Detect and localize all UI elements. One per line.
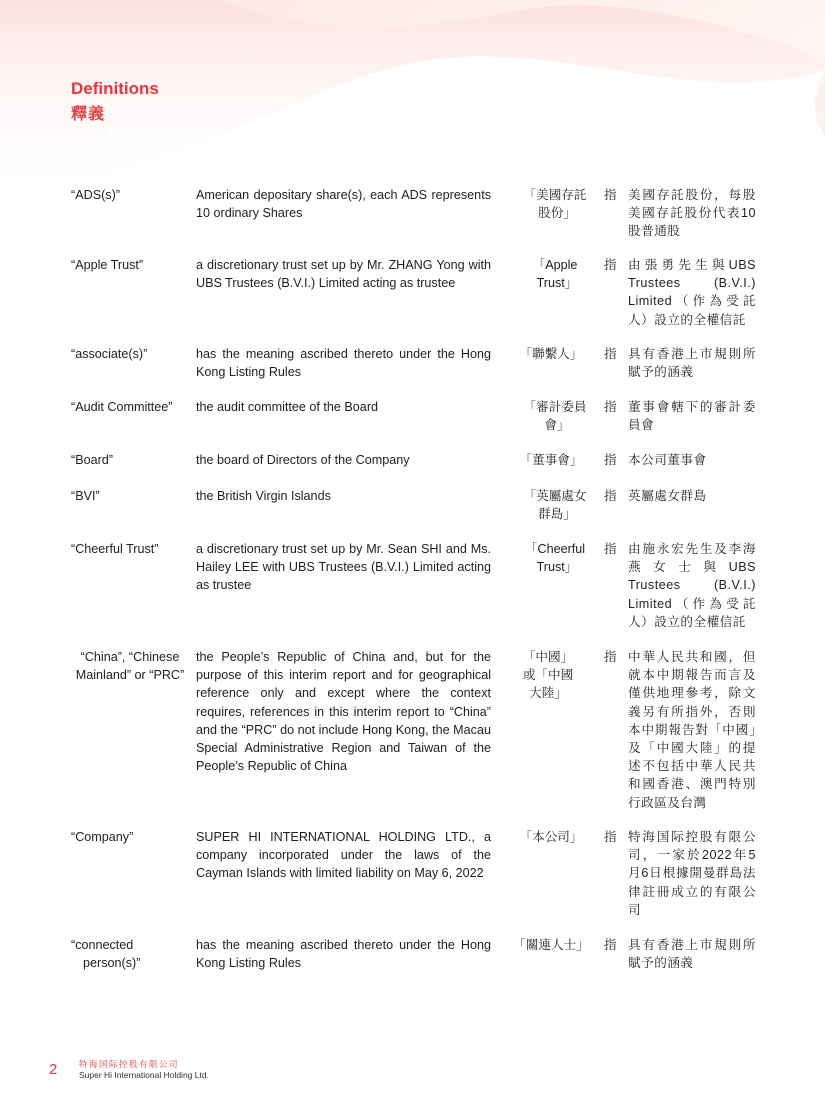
- refers-to-marker: 指: [604, 830, 617, 844]
- definition-en: the British Virgin Islands: [196, 489, 331, 503]
- page-header: [71, 79, 159, 125]
- term-en: “ADS(s)”: [71, 188, 120, 202]
- definition-en: a discretionary trust set up by Mr. Sean SHI and Ms. Hailey LEE with UBS Trustees (B.V.I.) Limited acting as trustee: [196, 542, 491, 593]
- definition-zh: 董事會轄下的審計委員會: [628, 400, 756, 433]
- definition-row: [71, 828, 761, 919]
- footer-company-name-zh: 特海国际控股有限公司: [79, 1059, 180, 1069]
- definition-row: [71, 451, 761, 470]
- definition-zh: 由施永宏先生及李海燕女士與UBS Trustees (B.V.I.) Limited（作為受託人）設立的全權信託: [628, 542, 756, 629]
- definitions-list: [71, 186, 761, 989]
- term-en: “Apple Trust”: [71, 258, 144, 272]
- definition-zh: 中華人民共和國，但就本中期報告而言及僅供地理參考，除文義另有所指外，否則本中期報告對「中國」及「中國大陸」的提述不包括中華人民共和國香港、澳門特別行政區及台灣: [628, 650, 756, 810]
- page-title-chinese: 釋義: [71, 106, 106, 123]
- definition-row: [71, 398, 761, 434]
- term-en: “connected person(s)”: [71, 938, 141, 971]
- definition-en: a discretionary trust set up by Mr. ZHANG Yong with UBS Trustees (B.V.I.) Limited acting as trustee: [196, 258, 491, 291]
- refers-to-marker: 指: [604, 400, 617, 414]
- definition-zh: 具有香港上市規則所賦予的涵義: [628, 347, 756, 380]
- page-number: 2: [49, 1061, 58, 1078]
- definition-row: [71, 648, 761, 811]
- refers-to-marker: 指: [604, 453, 617, 467]
- refers-to-marker: 指: [604, 258, 617, 272]
- term-zh: 「本公司」: [519, 830, 583, 844]
- term-zh: 「Cheerful Trust」: [524, 542, 586, 575]
- refers-to-marker: 指: [604, 650, 617, 664]
- term-en: “associate(s)”: [71, 347, 148, 361]
- definition-row: [71, 540, 761, 631]
- term-zh: 「中國」或「中國大陸」: [522, 650, 574, 701]
- definition-en: has the meaning ascribed thereto under the Hong Kong Listing Rules: [196, 938, 491, 971]
- term-en: “BVI”: [71, 489, 100, 503]
- definition-en: has the meaning ascribed thereto under the Hong Kong Listing Rules: [196, 347, 491, 380]
- definition-zh: 具有香港上市規則所賦予的涵義: [628, 938, 756, 971]
- definition-row: [71, 936, 761, 972]
- definition-zh: 由張勇先生與UBS Trustees (B.V.I.) Limited（作為受託人）設立的全權信託: [628, 258, 756, 327]
- refers-to-marker: 指: [604, 542, 617, 556]
- term-en: “China”, “Chinese Mainland” or “PRC”: [75, 650, 185, 683]
- definition-zh: 特海国际控股有限公司，一家於2022年5月6日根據開曼群島法律註冊成立的有限公司: [628, 830, 756, 917]
- term-en: “Board”: [71, 453, 113, 467]
- term-en: “Audit Committee”: [71, 400, 173, 414]
- term-zh: 「關連人士」: [513, 938, 589, 952]
- refers-to-marker: 指: [604, 188, 617, 202]
- refers-to-marker: 指: [604, 938, 617, 952]
- definition-row: [71, 256, 761, 328]
- definition-zh: 美國存託股份，每股美國存託股份代表10股普通股: [628, 188, 756, 239]
- term-zh: 「審計委員會」: [523, 400, 587, 433]
- term-zh: 「董事會」: [519, 453, 583, 467]
- term-zh: 「聯繫人」: [519, 347, 583, 361]
- definition-zh: 英屬處女群島: [628, 489, 707, 503]
- refers-to-marker: 指: [604, 489, 617, 503]
- refers-to-marker: 指: [604, 347, 617, 361]
- term-en: “Cheerful Trust”: [71, 542, 159, 556]
- definition-zh: 本公司董事會: [628, 453, 707, 467]
- definition-en: American depositary share(s), each ADS represents 10 ordinary Shares: [196, 188, 491, 221]
- definition-en: SUPER HI INTERNATIONAL HOLDING LTD., a company incorporated under the laws of the Cayman Islands with limited liability on May 6, 2022: [196, 830, 491, 881]
- term-zh: 「英屬處女群島」: [523, 489, 587, 522]
- term-en: “Company”: [71, 830, 134, 844]
- definition-row: [71, 487, 761, 523]
- definition-en: the audit committee of the Board: [196, 400, 379, 414]
- page-title: Definitions: [71, 79, 159, 98]
- definition-row: [71, 345, 761, 381]
- term-zh: 「美國存託股份」: [523, 188, 587, 221]
- definition-en: the People’s Republic of China and, but for the purpose of this interim report and for geographical reference only and except where the context requires, references in this interim report to “China” and the “PRC” do not include Hong Kong, the Macau Special Administrative Region and Taiwan of the People’s Republic of China: [196, 650, 491, 774]
- definition-en: the board of Directors of the Company: [196, 453, 410, 467]
- term-zh: 「Apple Trust」: [532, 258, 578, 291]
- footer-company-name-en: Super Hi International Holding Ltd.: [79, 1070, 209, 1080]
- definition-row: [71, 186, 761, 239]
